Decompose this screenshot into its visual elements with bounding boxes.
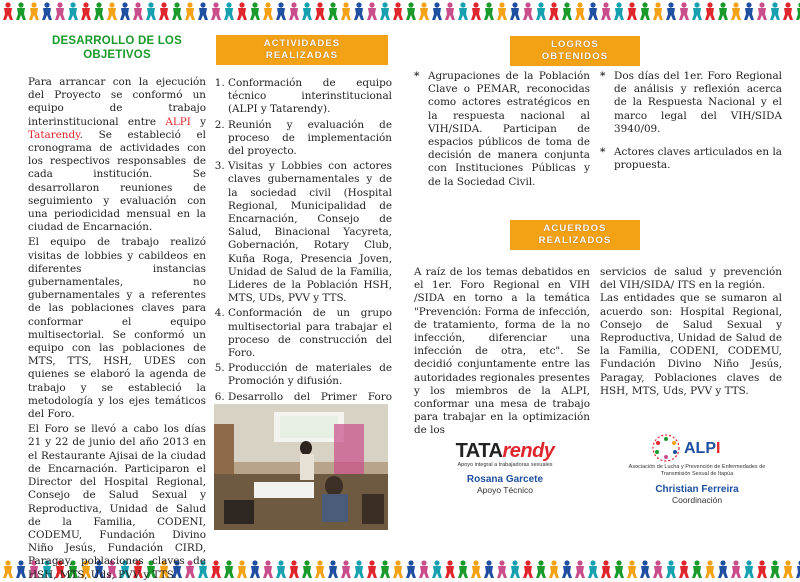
person-figure-icon (224, 2, 234, 20)
tatarendy-logo: TATArendy (455, 440, 555, 462)
person-figure-icon (419, 560, 429, 578)
person-figure-icon (575, 560, 585, 578)
svg-text:ALP: ALP (684, 440, 716, 457)
person-figure-icon (432, 2, 442, 20)
list-item: 1. Conformación de equipo técnico interinstitucional (ALPI y Tatarendy). (228, 77, 392, 117)
person-figure-icon (393, 2, 403, 20)
logros-banner: LOGROS OBTENIDOS (510, 36, 640, 66)
person-figure-icon (263, 2, 273, 20)
person-figure-icon (640, 560, 650, 578)
person-figure-icon (705, 2, 715, 20)
person-figure-icon (406, 2, 416, 20)
person-figure-icon (341, 560, 351, 578)
alpi-logo (622, 432, 772, 464)
list-item: * Dos días del 1er. Foro Regional de análisis y reflexión acerca de la Respuesta Nacional y el marco legal del VIH/SIDA 3940/09. (600, 70, 782, 135)
list-item: * Actores claves articulados en la propuesta. (600, 146, 782, 172)
list-item: * Agrupaciones de la Población Clave o PEMAR, reconocidas como actores estratégicos en la respuesta nacional al VIH/SIDA. Participan de espacios públicos de toma de decisión de manera conjunta con Instituciones Públicas y de la Sociedad Civil. (414, 70, 590, 188)
person-figure-icon (757, 2, 767, 20)
acuerdos-right: servicios de salud y prevención del VIH/SIDA/ ITS en la región. Las entidades que se sumaron al acuerdo son: Hospital Regional, Consejo de Salud Sexual y Reproductiva, Unidad de Salud de la Familia, CODENI, CODEMU, Fundación Divino Niño Jesús, Paragay, Poblaciones claves de HSH, MTS, Uds, PVV y TTS. (600, 266, 782, 397)
person-figure-icon (640, 2, 650, 20)
person-figure-icon (549, 560, 559, 578)
person-figure-icon (276, 560, 286, 578)
person-figure-icon (380, 560, 390, 578)
alpi-tagline: Asociación de Lucha y Prevención de Enfermedades de Transmisión Sexual de Itapúa (628, 464, 766, 477)
person-figure-icon (484, 2, 494, 20)
signature-name-right: Christian Ferreira (655, 484, 739, 495)
person-figure-icon (211, 560, 221, 578)
decorative-border-top (0, 0, 800, 22)
column-actividades (212, 26, 392, 558)
person-figure-icon (783, 2, 793, 20)
person-figure-icon (29, 2, 39, 20)
person-figure-icon (55, 2, 65, 20)
person-figure-icon (120, 2, 130, 20)
bullet-icon: * (600, 146, 606, 159)
person-figure-icon (497, 560, 507, 578)
person-figure-icon (237, 2, 247, 20)
tatarendy-tagline: Apoyo integral a trabajadoras sexuales (457, 462, 553, 468)
person-figure-icon (107, 2, 117, 20)
person-figure-icon (68, 2, 78, 20)
person-figure-icon (692, 2, 702, 20)
person-figure-icon (458, 560, 468, 578)
signature-name-left: Rosana Garcete (466, 474, 544, 485)
person-figure-icon (679, 2, 689, 20)
person-figure-icon (510, 2, 520, 20)
person-figure-icon (796, 2, 800, 20)
column-logros-acuerdos (410, 26, 782, 558)
person-figure-icon (562, 560, 572, 578)
person-figure-icon (328, 2, 338, 20)
person-figure-icon (653, 560, 663, 578)
person-figure-icon (237, 560, 247, 578)
person-figure-icon (367, 560, 377, 578)
person-figure-icon (198, 2, 208, 20)
person-figure-icon (796, 560, 800, 578)
person-figure-icon (263, 560, 273, 578)
person-figure-icon (692, 560, 702, 578)
person-figure-icon (523, 2, 533, 20)
person-figure-icon (432, 560, 442, 578)
person-figure-icon (757, 560, 767, 578)
person-figure-icon (3, 560, 13, 578)
person-figure-icon (393, 560, 403, 578)
person-figure-icon (276, 2, 286, 20)
desarrollo-paragraph-2: El equipo de trabajo realizó visitas de lobbies y cabildeos en diferentes instancias gubernamentales, no gubernamentales y a referentes de las poblaciones claves para conformar el equipo multisectorial. Se conformó un equipo con las poblaciones de MTS, TTS, HSH, UDES con quienes se elaboró la agenda de trabajo y se estableció la metodología y los ejes temáticos del Foro. (28, 236, 206, 421)
person-figure-icon (718, 560, 728, 578)
list-item: 2. Reunión y evaluación de proceso de implementación del proyecto. (228, 119, 392, 159)
person-figure-icon (94, 2, 104, 20)
signature-role-right: Coordinación (671, 495, 723, 505)
person-figure-icon (666, 560, 676, 578)
desarrollo-heading: DESARROLLO DE LOS OBJETIVOS (52, 35, 182, 61)
person-figure-icon (302, 560, 312, 578)
person-figure-icon (770, 560, 780, 578)
person-figure-icon (523, 560, 533, 578)
person-figure-icon (549, 2, 559, 20)
desarrollo-paragraph-3: El Foro se llevó a cabo los días 21 y 22 de junio del año 2013 en el Restaurante Ajisai de la ciudad de Encarnación. Participaron el Director del Hospital Regional, Consejo de Salud Sexual y Reproductiva, Unidad de Salud de la Familia, CODENI, CODEMU, Fundación Divino Niño Jesús, Fundación CIRD, Paragay, poblaciones claves de HSH, MTS, Uds, PVV y TTS. (28, 423, 206, 581)
person-figure-icon (783, 560, 793, 578)
person-figure-icon (705, 560, 715, 578)
person-figure-icon (380, 2, 390, 20)
svg-text:I: I (716, 440, 721, 457)
column-desarrollo (28, 26, 206, 581)
person-figure-icon (601, 2, 611, 20)
actividades-list (212, 77, 392, 417)
person-figure-icon (289, 560, 299, 578)
person-figure-icon (562, 2, 572, 20)
list-item: 6. Desarrollo del Primer Foro (228, 391, 392, 417)
person-figure-icon (146, 2, 156, 20)
bullet-icon: * (600, 70, 606, 82)
person-figure-icon (185, 2, 195, 20)
person-figure-icon (16, 2, 26, 20)
person-figure-icon (458, 2, 468, 20)
person-figure-icon (718, 2, 728, 20)
person-figure-icon (601, 560, 611, 578)
person-figure-icon (614, 2, 624, 20)
logros-right (600, 70, 782, 182)
person-figure-icon (471, 560, 481, 578)
person-figure-icon (744, 560, 754, 578)
alpi-highlight: ALPI (165, 115, 191, 128)
person-figure-icon (484, 560, 494, 578)
person-figure-icon (731, 560, 741, 578)
person-figure-icon (341, 2, 351, 20)
person-figure-icon (354, 2, 364, 20)
person-figure-icon (81, 2, 91, 20)
tatarendy-highlight: Tatarendy (28, 128, 80, 141)
signature-alpi (622, 432, 772, 505)
person-figure-icon (315, 560, 325, 578)
person-figure-icon (302, 2, 312, 20)
person-figure-icon (471, 2, 481, 20)
desarrollo-paragraph-1: Para arrancar con la ejecución del Proyecto se conformó un equipo de trabajo interinstitucional entre ALPI y Tatarendy. Se estableció el cronograma de actividades con los respectivos responsables de cada institución. Se desarrollaron reuniones de seguimiento y evaluación con una periodicidad mensual en la ciudad de Encarnación. (28, 76, 206, 234)
person-figure-icon (666, 2, 676, 20)
person-figure-icon (419, 2, 429, 20)
person-figure-icon (445, 2, 455, 20)
person-figure-icon (224, 560, 234, 578)
logros-left (414, 70, 590, 199)
person-figure-icon (679, 560, 689, 578)
person-figure-icon (159, 2, 169, 20)
list-item: 3. Visitas y Lobbies con actores claves gubernamentales y de la sociedad civil (Hospital Regional, Municipalidad de Encarnación, Consejo de Salud, Binacional Yacyreta, Gobernación, Rotary Club, Kuña Roga, Presencia Joven, Unidad de Salud de la Familia, Lideres de la Población HSH, MTS, UDs, PVV y TTS. (228, 160, 392, 305)
person-figure-icon (510, 560, 520, 578)
person-figure-icon (328, 560, 338, 578)
person-figure-icon (445, 560, 455, 578)
person-figure-icon (367, 2, 377, 20)
person-figure-icon (42, 2, 52, 20)
person-figure-icon (575, 2, 585, 20)
acuerdos-left: A raíz de los temas debatidos en el 1er. Foro Regional en VIH /SIDA en torno a la temática "Prevención: Forma de infección, de tratamiento, forma de la no infección, diferenciar una infección de otra, etc". Se decidió conjuntamente entre las autoridades regionales presentes y los miembros de la ALPI, conformar una mesa de trabajo para trabajar en la optimización de los (414, 266, 590, 437)
person-figure-icon (3, 2, 13, 20)
signature-tatarendy (440, 440, 570, 495)
person-figure-icon (653, 2, 663, 20)
forum-photo (214, 404, 388, 530)
person-figure-icon (289, 2, 299, 20)
list-item: 5. Producción de materiales de Promoción y difusión. (228, 362, 392, 388)
person-figure-icon (536, 560, 546, 578)
bullet-icon: * (414, 70, 420, 82)
person-figure-icon (16, 560, 26, 578)
actividades-banner: ACTIVIDADES REALIZADAS (216, 35, 388, 65)
person-figure-icon (627, 2, 637, 20)
person-figure-icon (627, 560, 637, 578)
person-figure-icon (497, 2, 507, 20)
person-figure-icon (588, 560, 598, 578)
person-figure-icon (354, 560, 364, 578)
signature-role-left: Apoyo Técnico (476, 485, 534, 495)
person-figure-icon (770, 2, 780, 20)
person-figure-icon (731, 2, 741, 20)
person-figure-icon (614, 560, 624, 578)
person-figure-icon (250, 2, 260, 20)
person-figure-icon (536, 2, 546, 20)
person-figure-icon (250, 560, 260, 578)
person-figure-icon (133, 2, 143, 20)
acuerdos-banner: ACUERDOS REALIZADOS (510, 220, 640, 250)
person-figure-icon (172, 2, 182, 20)
person-figure-icon (211, 2, 221, 20)
person-figure-icon (744, 2, 754, 20)
person-figure-icon (588, 2, 598, 20)
list-item: 4. Conformación de un grupo multisectorial para trabajar el proceso de construcción del Foro. (228, 307, 392, 360)
person-figure-icon (315, 2, 325, 20)
person-figure-icon (406, 560, 416, 578)
